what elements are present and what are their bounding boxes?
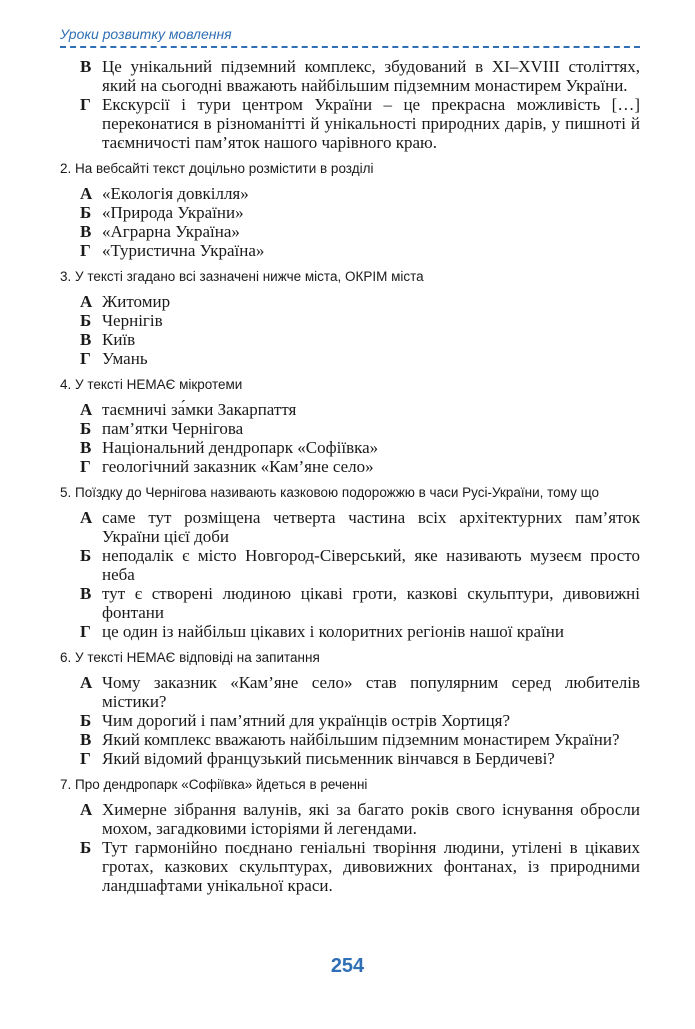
answer-option (60, 184, 640, 203)
question-block (60, 268, 640, 368)
option-letter: Г (80, 457, 91, 476)
question-block (60, 776, 640, 895)
option-letter: В (80, 584, 92, 603)
option-letter: А (80, 508, 93, 527)
option-text: пам’ятки Чернігова (102, 419, 244, 438)
question-text: 5. Поїздку до Чернігова називають казковою подорожжю в часи Русі-України, тому що (60, 485, 600, 500)
answer-option (60, 584, 640, 622)
answer-option (60, 508, 640, 546)
option-text: тут є створені людиною цікаві гроти, казкові скульптури, дивовижні фонтани (102, 584, 640, 622)
question-block (60, 160, 640, 260)
option-text: Житомир (102, 292, 171, 311)
option-letter: Г (80, 241, 91, 260)
option-text: таємничі за́мки Закарпаття (102, 400, 297, 419)
answer-option (60, 400, 640, 419)
answer-option (60, 800, 640, 838)
question-block (60, 376, 640, 476)
option-letter: Б (80, 546, 92, 565)
option-text: Який комплекс вважають найбільшим підземним монастирем України? (102, 730, 620, 749)
question-text: 3. У тексті згадано всі зазначені нижче міста, ОКРІМ міста (60, 269, 424, 284)
answer-option (60, 95, 640, 152)
option-letter: Б (80, 419, 92, 438)
answer-option (60, 749, 640, 768)
option-letter: В (80, 730, 92, 749)
option-letter: Б (80, 203, 92, 222)
option-text: Чому заказник «Кам’яне село» став популярним серед любителів містики? (102, 673, 640, 711)
question-block (60, 649, 640, 768)
option-text: Екскурсії і тури центром України – це прекрасна можливість […] переконатися в різноманітті й унікальності природних дарів, у пишноті й таємничості пам’яток нашого чарівного краю. (102, 95, 640, 152)
answer-option (60, 57, 640, 95)
question-text: 2. На вебсайті текст доцільно розмістити в розділі (60, 161, 374, 176)
answer-option (60, 730, 640, 749)
answer-option (60, 622, 640, 641)
question-text: 4. У тексті НЕМАЄ мікротеми (60, 377, 243, 392)
answer-option (60, 438, 640, 457)
option-letter: А (80, 673, 93, 692)
option-letter: Б (80, 311, 92, 330)
option-letter: Г (80, 349, 91, 368)
answer-option (60, 711, 640, 730)
option-letter: А (80, 184, 93, 203)
option-letter: В (80, 330, 92, 349)
answer-option (60, 311, 640, 330)
option-letter: В (80, 438, 92, 457)
answer-option (60, 292, 640, 311)
question-text: 6. У тексті НЕМАЄ відповіді на запитання (60, 650, 320, 665)
option-text: «Туристична Україна» (102, 241, 265, 260)
running-header: Уроки розвитку мовлення (60, 26, 232, 42)
option-text: геологічний заказник «Кам’яне село» (102, 457, 374, 476)
option-letter: Г (80, 749, 91, 768)
page-content (60, 57, 640, 895)
option-text: саме тут розміщена четверта частина всіх архітектурних пам’яток України цієї доби (102, 508, 640, 546)
option-letter: А (80, 400, 93, 419)
option-letter: Г (80, 622, 91, 641)
answer-option (60, 241, 640, 260)
option-text: Який відомий французький письменник вінчався в Бердичеві? (102, 749, 555, 768)
option-letter: А (80, 800, 93, 819)
option-letter: Б (80, 838, 92, 857)
answer-option (60, 330, 640, 349)
option-letter: А (80, 292, 93, 311)
option-letter: Г (80, 95, 91, 114)
answer-option (60, 457, 640, 476)
page-number: 254 (330, 955, 365, 977)
header-divider (60, 46, 640, 48)
answer-option (60, 203, 640, 222)
option-text: «Екологія довкілля» (102, 184, 249, 203)
option-text: неподалік є місто Новгород-Сіверський, яке називають музеєм просто неба (102, 546, 640, 584)
answer-option (60, 546, 640, 584)
option-text: Чим дорогий і пам’ятний для українців острів Хортиця? (102, 711, 511, 730)
option-text: Химерне зібрання валунів, які за багато років свого існування обросли мохом, загадковими історіями й легендами. (102, 800, 640, 838)
option-text: Національний дендропарк «Софіївка» (102, 438, 379, 457)
answer-option (60, 419, 640, 438)
option-text: це один із найбільш цікавих і колоритних регіонів нашої країни (102, 622, 564, 641)
option-text: «Аграрна Україна» (102, 222, 240, 241)
option-letter: В (80, 222, 92, 241)
question-block (60, 484, 640, 641)
option-letter: Б (80, 711, 92, 730)
option-letter: В (80, 57, 92, 76)
answer-option (60, 838, 640, 895)
answer-option (60, 349, 640, 368)
option-text: Тут гармонійно поєднано геніальні творіння людини, утілені в цікавих гротах, казкових скульптурах, дивовижних фонтанах, із природними ландшафтами унікальної краси. (102, 838, 640, 895)
intro-options (60, 57, 640, 152)
question-text: 7. Про дендропарк «Софіївка» йдеться в реченні (60, 777, 368, 792)
answer-option (60, 673, 640, 711)
option-text: Чернігів (102, 311, 163, 330)
option-text: Умань (102, 349, 148, 368)
option-text: Київ (102, 330, 136, 349)
option-text: «Природа України» (102, 203, 244, 222)
answer-option (60, 222, 640, 241)
option-text: Це унікальний підземний комплекс, збудований в XI–XVIII століттях, який на сьогодні вважають найбільшим підземним монастирем України. (102, 57, 640, 95)
